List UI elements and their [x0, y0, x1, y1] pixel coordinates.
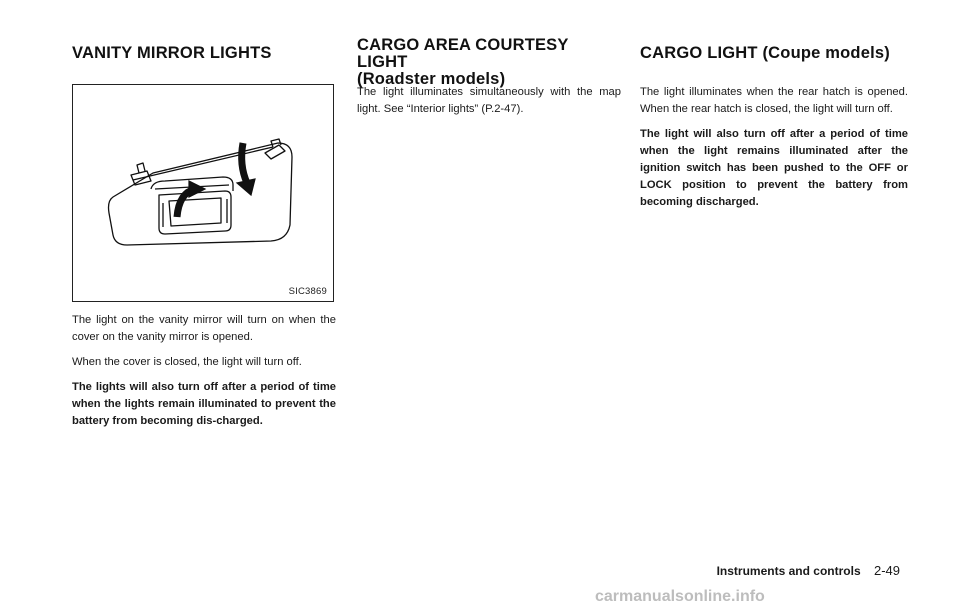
- section-body: [357, 84, 621, 126]
- paragraph: The light on the vanity mirror will turn on when the cover on the vanity mirror is opened.: [72, 314, 336, 343]
- watermark: carmanualsonline.info: [595, 588, 765, 605]
- section-body: [640, 84, 908, 219]
- paragraph: The light illuminates simultaneously with the map light. See “Interior lights” (P.2-47).: [357, 86, 621, 115]
- heading-line: CARGO AREA COURTESY LIGHT: [357, 36, 569, 71]
- section-heading: CARGO LIGHT (Coupe models): [640, 44, 890, 62]
- section-heading: VANITY MIRROR LIGHTS: [72, 44, 272, 62]
- paragraph: The light illuminates when the rear hatch is opened. When the rear hatch is closed, the light will turn off.: [640, 86, 908, 115]
- paragraph: When the cover is closed, the light will turn off.: [72, 356, 302, 368]
- figure-code: SIC3869: [288, 286, 327, 297]
- page-footer: [717, 563, 900, 578]
- heading-line: (Roadster models): [357, 70, 506, 88]
- warning-paragraph: The lights will also turn off after a period of time when the lights remain illuminated to prevent the battery from becoming dis-charged.: [72, 381, 336, 427]
- sun-visor-illustration: [72, 84, 334, 302]
- footer-section-title: Instruments and controls: [716, 564, 861, 578]
- warning-paragraph: The light will also turn off after a period of time when the light remains illuminated after the ignition switch has been pushed to the OFF or LOCK position to prevent the battery from becoming discharged.: [640, 128, 908, 208]
- sun-visor-drawing: [73, 85, 335, 303]
- section-body: [72, 312, 336, 438]
- page-number: 2-49: [873, 563, 900, 578]
- section-heading: [357, 37, 621, 88]
